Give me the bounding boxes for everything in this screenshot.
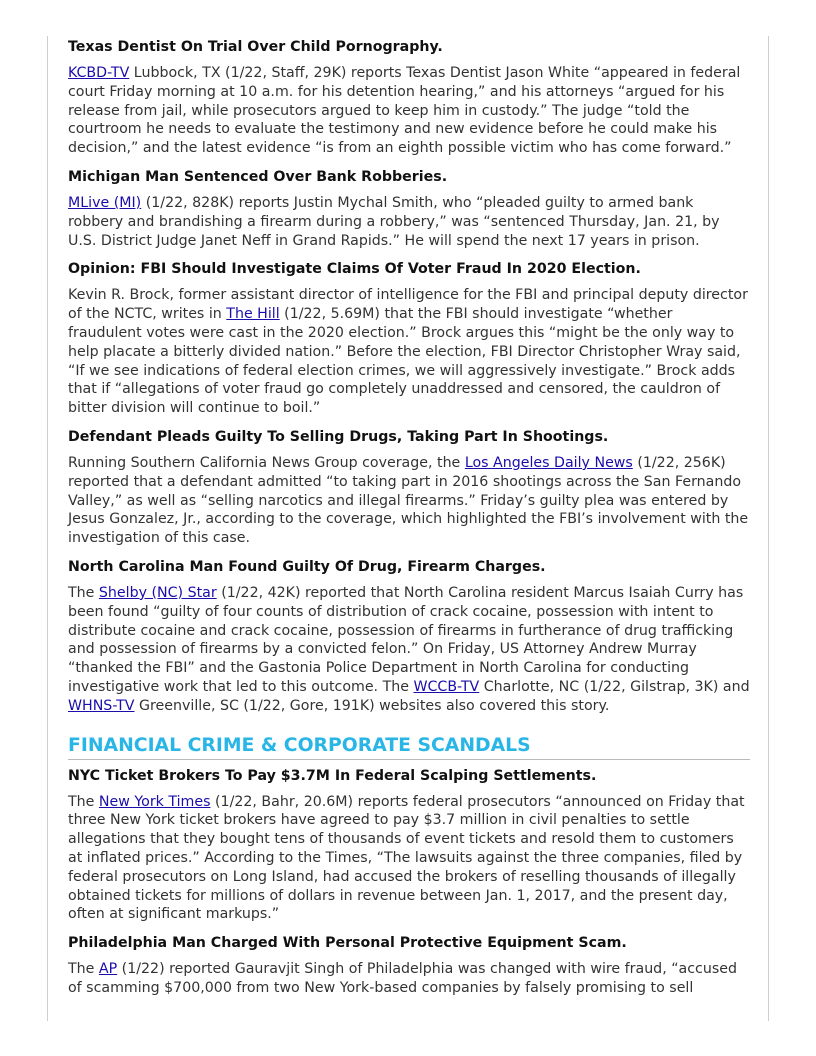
source-link-whns-tv[interactable]: WHNS-TV [68,697,135,714]
story-nyc-ticket-brokers [68,767,750,925]
source-link-kcbd-tv[interactable]: KCBD-TV [68,65,130,81]
source-link-mlive[interactable]: MLive (MI) [68,194,142,211]
story-north-carolina-guilty [68,558,750,716]
newsletter-content [68,36,750,1008]
source-link-nyt[interactable]: New York Times [98,793,211,810]
story-headline: Philadelphia Man Charged With Personal Protective Equipment Scam. [68,935,627,952]
story-texas-dentist [68,38,750,158]
story-body: KCBD-TV Lubbock, TX (1/22, Staff, 29K) reports Texas Dentist Jason White “appeared in federal court Friday morning at 10 a.m. for his detention hearing,” and his attorneys “argued for his release from jail, while prosecutors argued to keep him in custody.” The judge “told the courtroom he needs to evaluate the testimony and new evidence before he could make his decision,” and the latest evidence “is from an eighth possible victim who has come forward.” [68,65,741,157]
story-body: The AP (1/22) reported Gauravjit Singh of Philadelphia was changed with wire fraud, “accused of scamming $700,000 from two New York-based companies by falsely promising to sell [68,961,737,996]
story-body: MLive (MI) (1/22, 828K) reports Justin Mychal Smith, who “pleaded guilty to armed bank robbery and brandishing a firearm during a robbery,” was “sentenced Thursday, Jan. 21, by U.S. District Judge Janet Neff in Grand Rapids.” He will spend the next 17 years in prison. [68,194,720,249]
story-headline: Texas Dentist On Trial Over Child Pornography. [68,39,443,55]
story-michigan-bank-robberies [68,168,750,250]
story-headline: North Carolina Man Found Guilty Of Drug, Firearm Charges. [68,558,546,575]
right-column-rule [768,36,769,1021]
left-column-rule [47,36,48,1021]
story-headline: NYC Ticket Brokers To Pay $3.7M In Federal Scalping Settlements. [68,767,597,784]
story-body: The New York Times (1/22, Bahr, 20.6M) reports federal prosecutors “announced on Friday that three New York ticket brokers have agreed to pay $3.7 million in civil penalties to settle allegations that they bought tens of thousands of event tickets and resold them to customers at inflated prices.” According to the Times, “The lawsuits against the three companies, filed by federal prosecutors on Long Island, had accused the brokers of reselling thousands of illegally obtained tickets for millions of dollars in revenue between Jan. 1, 2017, and the present day, often at significant markups.” [68,793,745,923]
source-link-ap[interactable]: AP [98,961,118,978]
story-body: The Shelby (NC) Star (1/22, 42K) reported that North Carolina resident Marcus Isaiah Curry has been found “guilty of four counts of distribution of crack cocaine, possession with intent to distribute cocaine and crack cocaine, possession of firearms in furtherance of drug trafficking and possession of firearms by a convicted felon.” On Friday, US Attorney Andrew Murray “thanked the FBI” and the Gastonia Police Department in North Carolina for conducting investigative work that led to this outcome. The WCCB-TV Charlotte, NC (1/22, Gilstrap, 3K) and WHNS-TV Greenville, SC (1/22, Gore, 191K) websites also covered this story. [68,584,750,714]
source-link-the-hill[interactable]: The Hill [226,306,280,323]
story-headline: Defendant Pleads Guilty To Selling Drugs, Taking Part In Shootings. [68,428,609,445]
section-heading-financial-crime: FINANCIAL CRIME & CORPORATE SCANDALS [68,734,750,760]
story-body: Kevin R. Brock, former assistant director of intelligence for the FBI and principal deputy director of the NCTC, writes in The Hill (1/22, 5.69M) that the FBI should investigate “whether fraudulent votes were cast in the 2020 election.” Brock argues this “might be the only way to help placate a bitterly divided nation.” Before the election, FBI Director Christopher Wray said, “If we see indications of federal election crimes, we will aggressively investigate.” Brock adds that if “allegations of voter fraud go completely unaddressed and censored, the cauldron of bitter division will continue to boil.” [68,287,748,417]
source-link-la-daily-news[interactable]: Los Angeles Daily News [464,454,633,471]
source-link-wccb-tv[interactable]: WCCB-TV [413,678,480,695]
story-body: Running Southern California News Group coverage, the Los Angeles Daily News (1/22, 256K) reported that a defendant admitted “to taking part in 2016 shootings across the San Fernando Valley,” as well as “selling narcotics and illegal firearms.” Friday’s guilty plea was entered by Jesus Gonzalez, Jr., according to the coverage, which highlighted the FBI’s involvement with the investigation of this case. [68,454,749,547]
source-link-shelby-star[interactable]: Shelby (NC) Star [98,584,217,601]
story-voter-fraud-opinion [68,260,750,418]
story-headline: Opinion: FBI Should Investigate Claims Of Voter Fraud In 2020 Election. [68,261,641,278]
story-headline: Michigan Man Sentenced Over Bank Robberies. [68,168,448,185]
story-defendant-pleads-guilty [68,428,750,548]
story-philadelphia-ppe-scam [68,934,750,998]
